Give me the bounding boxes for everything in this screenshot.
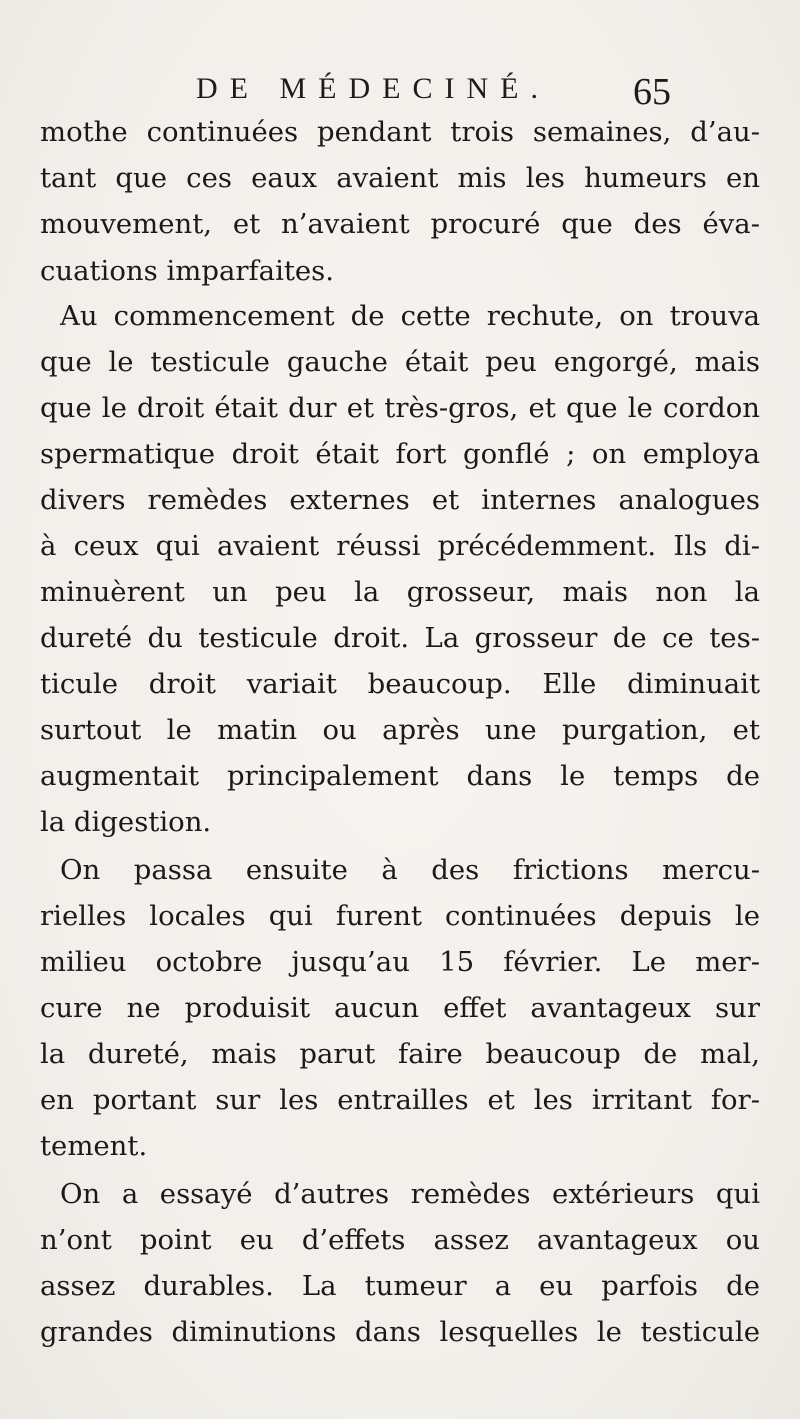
text-line: assez durables. La tumeur a eu parfois de bbox=[40, 1270, 760, 1302]
text-line: mouvement, et n’avaient procuré que des éva- bbox=[40, 208, 760, 240]
text-line: tement. bbox=[40, 1130, 148, 1162]
text-line: dureté du testicule droit. La grosseur de ce tes- bbox=[40, 622, 760, 654]
text-line: rielles locales qui furent continuées depuis le bbox=[40, 900, 760, 932]
text-line: divers remèdes externes et internes analogues bbox=[40, 484, 760, 516]
text-line: cure ne produisit aucun effet avantageux sur bbox=[40, 992, 760, 1024]
text-line: milieu octobre jusqu’au 15 février. Le mer- bbox=[40, 946, 760, 978]
text-line: ticule droit variait beaucoup. Elle diminuait bbox=[40, 668, 760, 700]
text-line: On a essayé d’autres remèdes extérieurs qui bbox=[60, 1178, 760, 1210]
text-line: Au commencement de cette rechute, on trouva bbox=[60, 300, 760, 332]
page-number: 65 bbox=[633, 71, 671, 113]
text-line: augmentait principalement dans le temps de bbox=[40, 760, 760, 792]
text-line: cuations imparfaites. bbox=[40, 255, 335, 287]
text-line: en portant sur les entrailles et les irritant for- bbox=[40, 1084, 760, 1116]
text-line: n’ont point eu d’effets assez avantageux ou bbox=[40, 1224, 760, 1256]
text-line: à ceux qui avaient réussi précédemment. Ils di- bbox=[40, 530, 760, 562]
text-line: surtout le matin ou après une purgation, et bbox=[40, 714, 760, 746]
text-line: spermatique droit était fort gonflé ; on employa bbox=[40, 438, 760, 470]
text-line: minuèrent un peu la grosseur, mais non la bbox=[40, 576, 760, 608]
text-line: la dureté, mais parut faire beaucoup de mal, bbox=[40, 1038, 760, 1070]
text-line: que le droit était dur et très-gros, et que le cordon bbox=[40, 392, 760, 424]
text-line: mothe continuées pendant trois semaines, d’au- bbox=[40, 116, 760, 148]
text-line: la digestion. bbox=[40, 806, 212, 838]
running-title: DE MÉDECINÉ. bbox=[196, 72, 550, 105]
text-line: On passa ensuite à des frictions mercu- bbox=[60, 854, 760, 886]
text-line: grandes diminutions dans lesquelles le testicule bbox=[40, 1316, 760, 1348]
text-line: que le testicule gauche était peu engorgé, mais bbox=[40, 346, 760, 378]
text-line: tant que ces eaux avaient mis les humeurs en bbox=[40, 162, 760, 194]
